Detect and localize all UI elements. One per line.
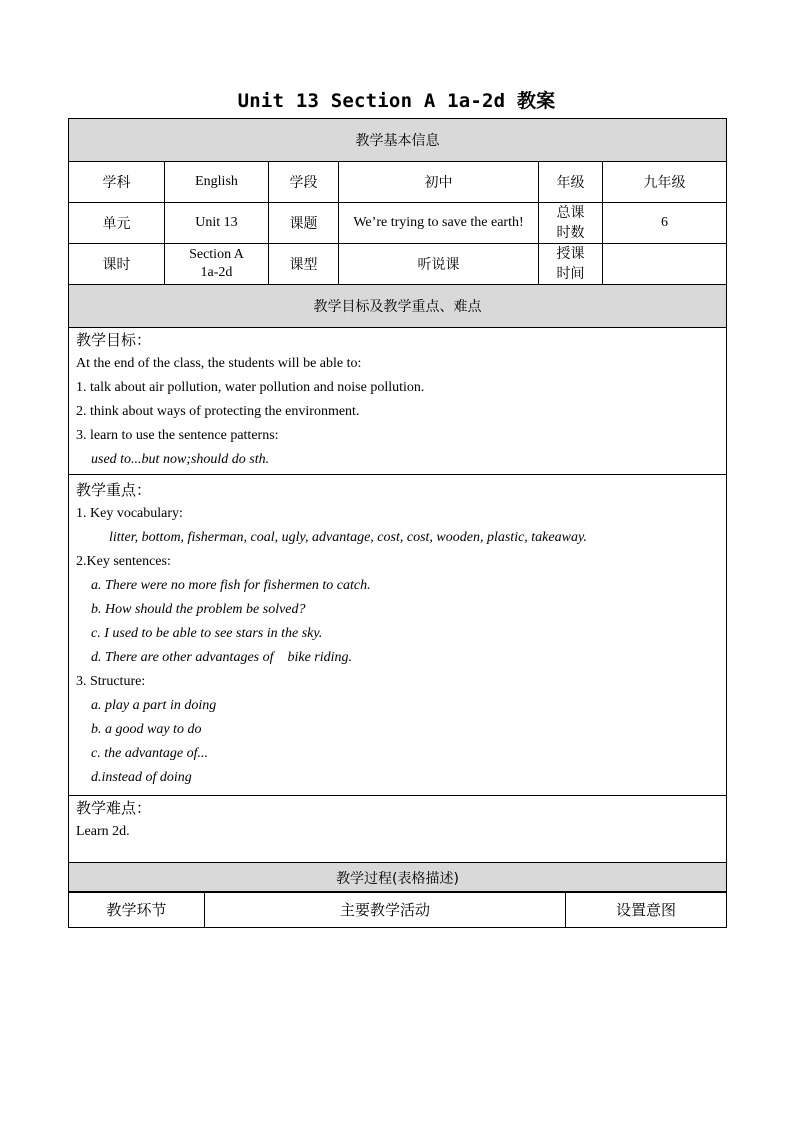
process-heading: 教学过程(表格描述) [69, 863, 727, 893]
key-points-label: 教学重点： [76, 481, 152, 499]
value-subject: English [165, 162, 269, 203]
table-row [69, 244, 727, 285]
vocab-heading: 1. Key vocabulary: [76, 506, 183, 521]
label-stage: 学段 [269, 162, 339, 203]
value-stage: 初中 [339, 162, 539, 203]
basic-info-heading: 教学基本信息 [69, 119, 727, 162]
label-subject: 学科 [69, 162, 165, 203]
lesson-plan-table [68, 118, 727, 893]
value-lesson-type: 听说课 [339, 244, 539, 285]
key-sentence: c. I used to be able to see stars in the sky. [91, 626, 323, 641]
label-lesson-type: 课型 [269, 244, 339, 285]
objectives-intro: At the end of the class, the students will be able to: [76, 356, 362, 371]
label-unit: 单元 [69, 203, 165, 244]
objective-item: 3. learn to use the sentence patterns: [76, 428, 279, 443]
sentence-pattern: used to...but now;should do sth. [91, 452, 270, 467]
objectives-label: 教学目标： [76, 331, 152, 349]
table-row [69, 892, 727, 928]
difficulties-label: 教学难点： [76, 799, 152, 817]
label-teaching-time: 授课时间 [539, 244, 603, 285]
key-sentence: d. There are other advantages of bike riding. [91, 650, 353, 665]
objective-item: 2. think about ways of protecting the environment. [76, 404, 360, 419]
difficulties-section [69, 796, 727, 863]
key-sentence: b. How should the problem be solved? [91, 602, 306, 617]
key-points-section [69, 475, 727, 796]
value-grade: 九年级 [603, 162, 727, 203]
key-sentence: a. There were no more fish for fishermen to catch. [91, 578, 371, 593]
structure-item: c. the advantage of... [91, 746, 209, 761]
label-total-periods: 总课时数 [539, 203, 603, 244]
objectives-section [69, 328, 727, 475]
column-header-stage: 教学环节 [69, 892, 205, 928]
value-period: Section A 1a-2d [165, 244, 269, 285]
structure-item: d.instead of doing [91, 770, 192, 785]
label-grade: 年级 [539, 162, 603, 203]
goals-heading: 教学目标及教学重点、难点 [69, 285, 727, 328]
structure-heading: 3. Structure: [76, 674, 146, 689]
document-title: Unit 13 Section A 1a-2d 教案 [237, 90, 556, 112]
column-header-activities: 主要教学活动 [205, 892, 566, 928]
table-row [69, 203, 727, 244]
structure-item: b. a good way to do [91, 722, 202, 737]
column-header-intent: 设置意图 [566, 892, 727, 928]
value-teaching-time [603, 244, 727, 285]
structure-item: a. play a part in doing [91, 698, 217, 713]
value-unit: Unit 13 [165, 203, 269, 244]
label-topic: 课题 [269, 203, 339, 244]
vocab-list: litter, bottom, fisherman, coal, ugly, advantage, cost, cost, wooden, plastic, takeaway. [109, 530, 587, 545]
table-row [69, 162, 727, 203]
objective-item: 1. talk about air pollution, water pollution and noise pollution. [76, 380, 425, 395]
difficulties-text: Learn 2d. [76, 824, 130, 839]
label-period: 课时 [69, 244, 165, 285]
sentences-heading: 2.Key sentences: [76, 554, 171, 569]
value-topic: We’re trying to save the earth! [339, 203, 539, 244]
value-total-periods: 6 [603, 203, 727, 244]
process-table [68, 891, 727, 928]
